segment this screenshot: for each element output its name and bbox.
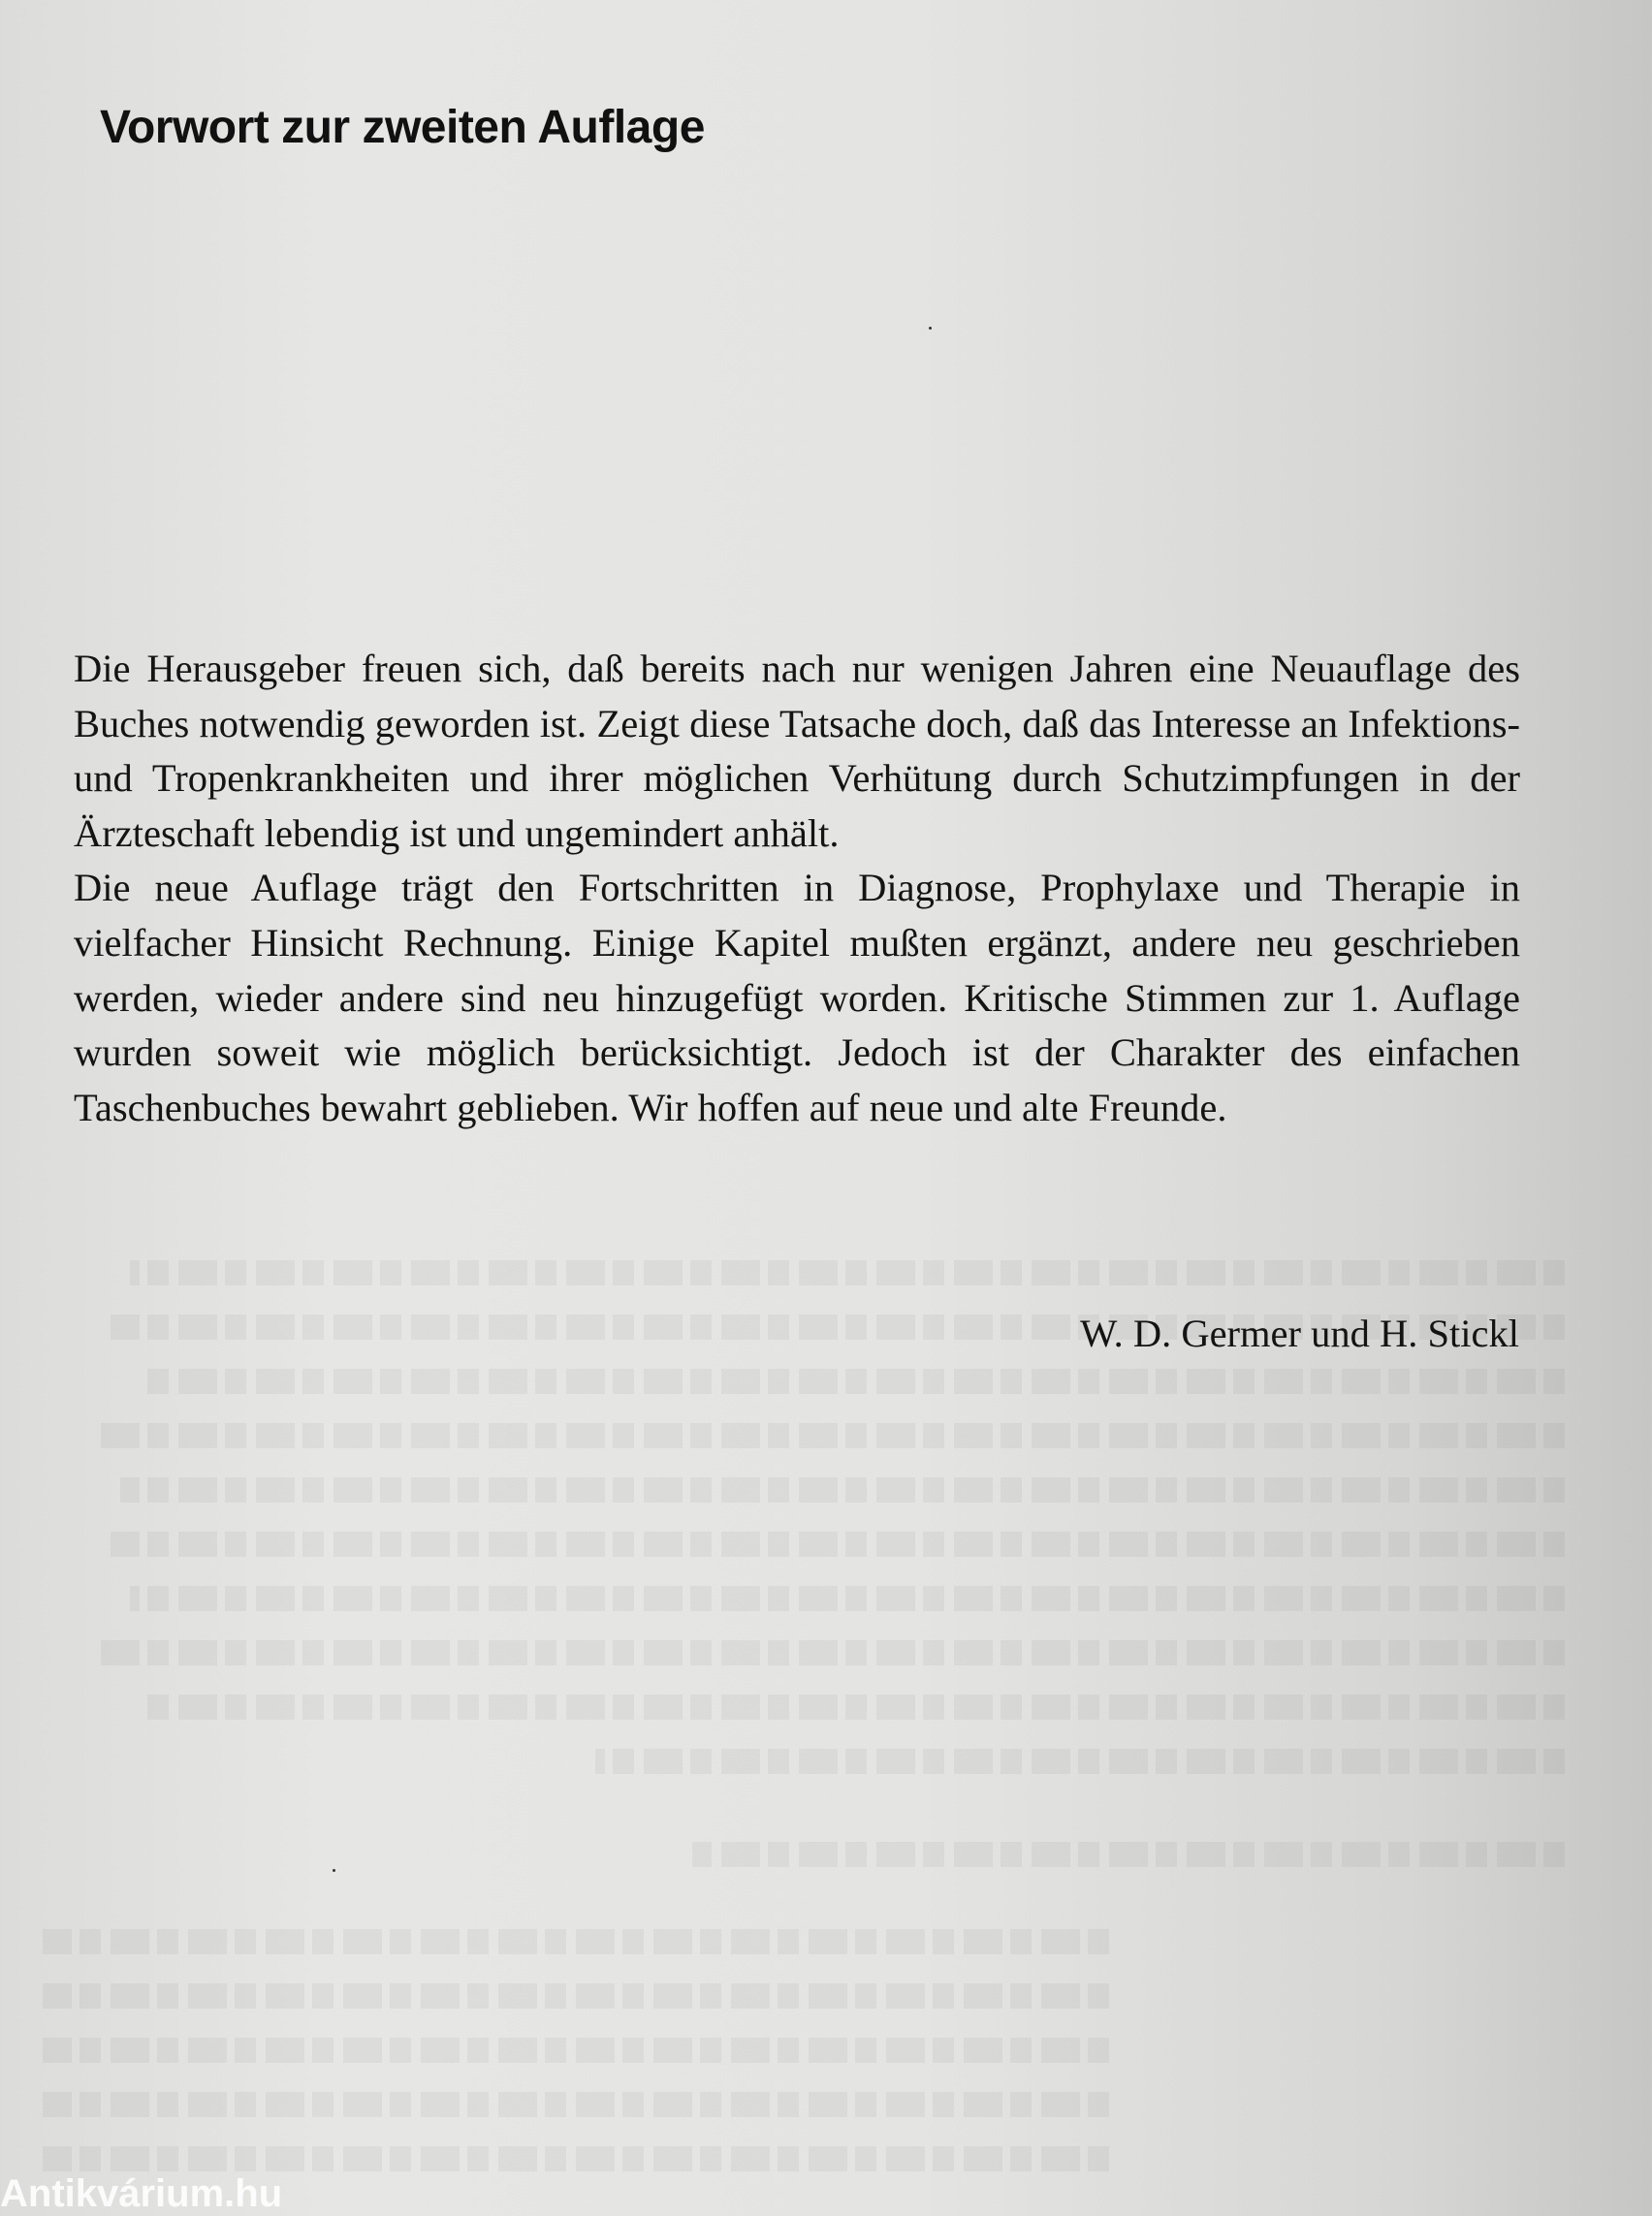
preface-text — [74, 642, 1520, 1135]
watermark: Antikvárium.hu — [0, 2172, 283, 2215]
paragraph-2: Die neue Auflage trägt den Fortschritten in Diagnose, Prophylaxe und Therapie in vielfacher Hinsicht Rechnung. Einige Kapitel mußten ergänzt, andere neu geschrieben werden, wieder andere sind neu hinzugefügt worden. Kritische Stimmen zur 1. Auflage wurden soweit wie möglich berücksichtigt. Jedoch ist der Charakter des einfachen Taschenbuches bewahrt geblieben. Wir hoffen auf neue und alte Freunde. — [74, 866, 1520, 1129]
signature: W. D. Germer und H. Stickl — [1080, 1312, 1519, 1355]
speck — [929, 327, 932, 330]
speck — [333, 1869, 335, 1872]
paragraph-1: Die Herausgeber freuen sich, daß bereits nach nur wenigen Jahren eine Neuauflage des Buches notwendig geworden ist. Zeigt diese Tatsache doch, daß das Interesse an Infektions- und Tropenkrankheiten und ihrer möglichen Verhütung durch Schutzimpfungen in der Ärzteschaft lebendig ist und ungemindert anhält. — [74, 647, 1520, 855]
page-title: Vorwort zur zweiten Auflage — [100, 102, 705, 153]
